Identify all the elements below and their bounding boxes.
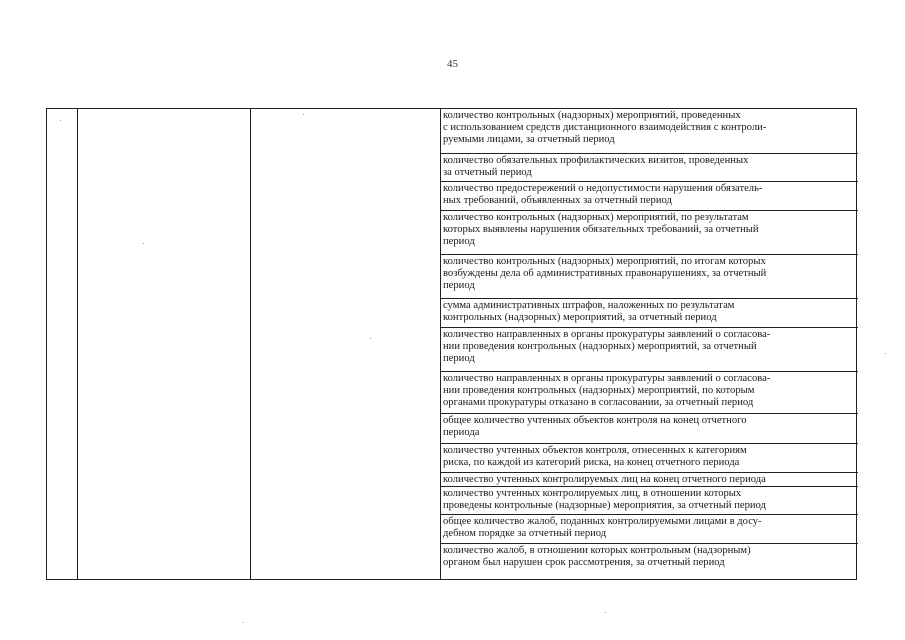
scan-speck — [303, 114, 304, 115]
indicator-column — [441, 109, 858, 579]
table-row: количество предостережений о недопустимости нарушения обязатель- ных требований, объявленных за отчетный период — [441, 182, 858, 211]
scan-speck — [605, 612, 606, 613]
table-row: количество контрольных (надзорных) мероприятий, по итогам которых возбуждены дела об административных правонарушениях, за отчетный период — [441, 255, 858, 299]
table-column-divider — [77, 109, 78, 579]
table-row: общее количество жалоб, поданных контролируемыми лицами в досу- дебном порядке за отчетный период — [441, 515, 858, 544]
table-row: количество контрольных (надзорных) мероприятий, по результатам которых выявлены нарушения обязательных требований, за отчетный период — [441, 211, 858, 255]
scan-speck — [60, 120, 61, 121]
table-row: количество учтенных объектов контроля, отнесенных к категориям риска, по каждой из категорий риска, на конец отчетного периода — [441, 444, 858, 473]
table-row: сумма административных штрафов, наложенных по результатам контрольных (надзорных) мероприятий, за отчетный период — [441, 299, 858, 328]
table-row: количество учтенных контролируемых лиц на конец отчетного периода — [441, 473, 858, 487]
scan-speck — [370, 338, 371, 339]
table-row: количество обязательных профилактических визитов, проведенных за отчетный период — [441, 154, 858, 182]
table-row: количество контрольных (надзорных) мероприятий, проведенных с использованием средств дистанционного взаимодействия с контроли- руемыми лицами, за отчетный период — [441, 109, 858, 154]
scan-speck — [243, 622, 244, 623]
table-row: количество учтенных контролируемых лиц, в отношении которых проведены контрольные (надзорные) мероприятия, за отчетный период — [441, 487, 858, 515]
indicators-table — [46, 108, 857, 580]
table-column-divider — [250, 109, 251, 579]
table-row: количество жалоб, в отношении которых контрольным (надзорным) органом был нарушен срок рассмотрения, за отчетный период — [443, 545, 751, 569]
table-row: общее количество учтенных объектов контроля на конец отчетного периода — [441, 414, 858, 444]
table-row: количество направленных в органы прокуратуры заявлений о согласова- нии проведения контрольных (надзорных) мероприятий, за отчетный период — [441, 328, 858, 372]
scan-speck — [885, 353, 886, 354]
scan-speck — [143, 243, 144, 244]
table-row: количество направленных в органы прокуратуры заявлений о согласова- нии проведения контрольных (надзорных) мероприятий, по которым органами прокуратуры отказано в согласовании, за отчетный период — [441, 372, 858, 414]
page-number: 45 — [447, 58, 458, 70]
